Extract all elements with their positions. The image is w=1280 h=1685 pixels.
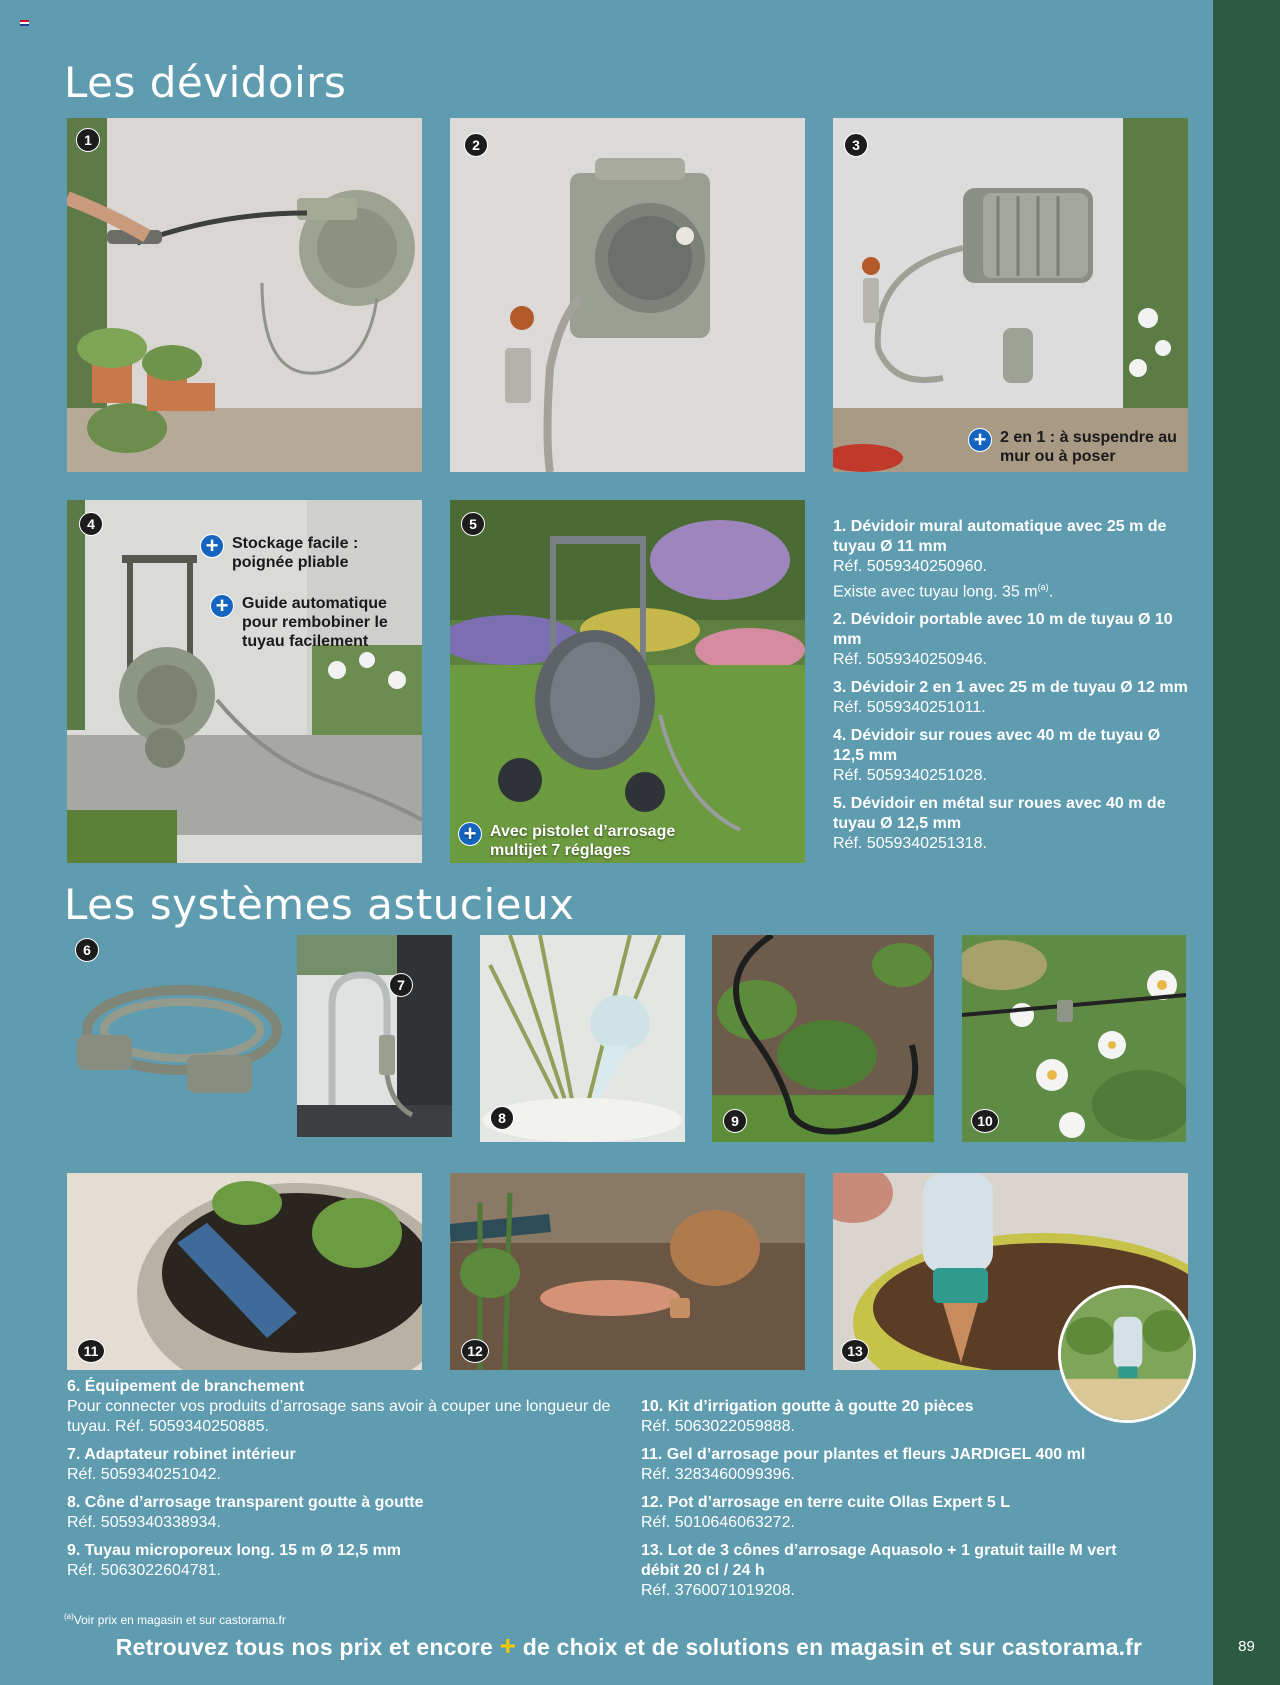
- product-11: 11. Gel d’arrosage pour plantes et fleurs JARDIGEL 400 ml Réf. 3283460099396.: [641, 1446, 1086, 1483]
- plus-icon: +: [458, 822, 482, 846]
- badge-12: 12: [461, 1339, 489, 1363]
- photo-drip-kit: [962, 935, 1186, 1142]
- badge-1: 1: [76, 128, 100, 152]
- badge-10: 10: [971, 1109, 999, 1133]
- badge-3: 3: [844, 133, 868, 157]
- flag-icon: [20, 20, 29, 26]
- badge-4: 4: [79, 512, 103, 536]
- plus-icon: +: [210, 594, 234, 618]
- product-10: 10. Kit d’irrigation goutte à goutte 20 pièces Réf. 5063022059888.: [641, 1398, 974, 1435]
- badge-9: 9: [723, 1109, 747, 1133]
- photo-metal-hose-cart: [450, 500, 805, 863]
- badge-6: 6: [75, 938, 99, 962]
- plus-icon: +: [968, 428, 992, 452]
- badge-13: 13: [841, 1339, 869, 1363]
- product-9: 9. Tuyau microporeux long. 15 m Ø 12,5 mm Réf. 5063022604781.: [67, 1542, 402, 1579]
- callout-foldable-handle: + Stockage facile : poignée pliable: [200, 534, 410, 572]
- product-6: 6. Équipement de branchement Pour connecter vos produits d’arrosage sans avoir à couper une longueur de tuyau. Réf. 5059340250885.: [67, 1378, 611, 1435]
- photo-connection-hose: [67, 935, 287, 1142]
- product-4: 4. Dévidoir sur roues avec 40 m de tuyau Ø 12,5 mm Réf. 5059340251028.: [833, 727, 1161, 785]
- product-7: 7. Adaptateur robinet intérieur Réf. 5059340251042.: [67, 1446, 296, 1483]
- callout-2in1: + 2 en 1 : à suspendre au mur ou à poser: [968, 428, 1178, 466]
- plus-icon: +: [200, 534, 224, 558]
- page-number: 89: [1238, 1638, 1255, 1655]
- footnote: $^{(a)}$Voir prix en magasin et sur castorama.fr: [64, 1612, 286, 1627]
- product-3: 3. Dévidoir 2 en 1 avec 25 m de tuyau Ø 12 mm Réf. 5059340251011.: [833, 679, 1188, 717]
- badge-7: 7: [389, 973, 413, 997]
- badge-8: 8: [490, 1106, 514, 1130]
- product-list-systems-right: [641, 1397, 1141, 1609]
- photo-faucet-adapter: [297, 935, 452, 1137]
- plus-icon: +: [499, 1630, 517, 1661]
- photo-watering-gel: [67, 1173, 422, 1370]
- photo-portable-hose-reel: [450, 118, 805, 472]
- badge-5: 5: [461, 512, 485, 536]
- product-list-systems-left: [67, 1377, 617, 1589]
- footer-banner: Retrouvez tous nos prix et encore + de choix et de solutions en magasin et sur castorama.fr: [115, 1630, 1143, 1661]
- callout-auto-guide: + Guide automatique pour rembobiner le tuyau facilement: [210, 594, 420, 651]
- photo-wall-hose-reel: [67, 118, 422, 472]
- product-list-reels: [833, 517, 1195, 862]
- badge-11: 11: [77, 1339, 105, 1363]
- photo-microporous-hose: [712, 935, 934, 1142]
- photo-2in1-hose-reel: [833, 118, 1188, 472]
- side-band: [1213, 0, 1280, 1685]
- product-8: 8. Cône d’arrosage transparent goutte à goutte Réf. 5059340338934.: [67, 1494, 424, 1531]
- product-2: 2. Dévidoir portable avec 10 m de tuyau Ø 10 mm Réf. 5059340250946.: [833, 611, 1173, 669]
- product-1: 1. Dévidoir mural automatique avec 25 m de tuyau Ø 11 mm Réf. 5059340250960. Existe avec tuyau long. 35 $m^{(a)}$.: [833, 518, 1167, 601]
- section-title-systemes: Les systèmes astucieux: [64, 880, 575, 929]
- badge-2: 2: [464, 133, 488, 157]
- product-5: 5. Dévidoir en métal sur roues avec 40 m de tuyau Ø 12,5 mm Réf. 5059340251318.: [833, 795, 1166, 853]
- photo-ollas-pot: [450, 1173, 805, 1370]
- callout-spray-gun: + Avec pistolet d’arrosage multijet 7 réglages: [458, 822, 718, 860]
- section-title-devidoirs: Les dévidoirs: [64, 58, 347, 107]
- product-12: 12. Pot d’arrosage en terre cuite Ollas Expert 5 L Réf. 5010646063272.: [641, 1494, 1011, 1531]
- product-13: 13. Lot de 3 cônes d’arrosage Aquasolo + 1 gratuit taille M vert débit 20 cl / 24 h Réf. 3760071019208.: [641, 1542, 1117, 1599]
